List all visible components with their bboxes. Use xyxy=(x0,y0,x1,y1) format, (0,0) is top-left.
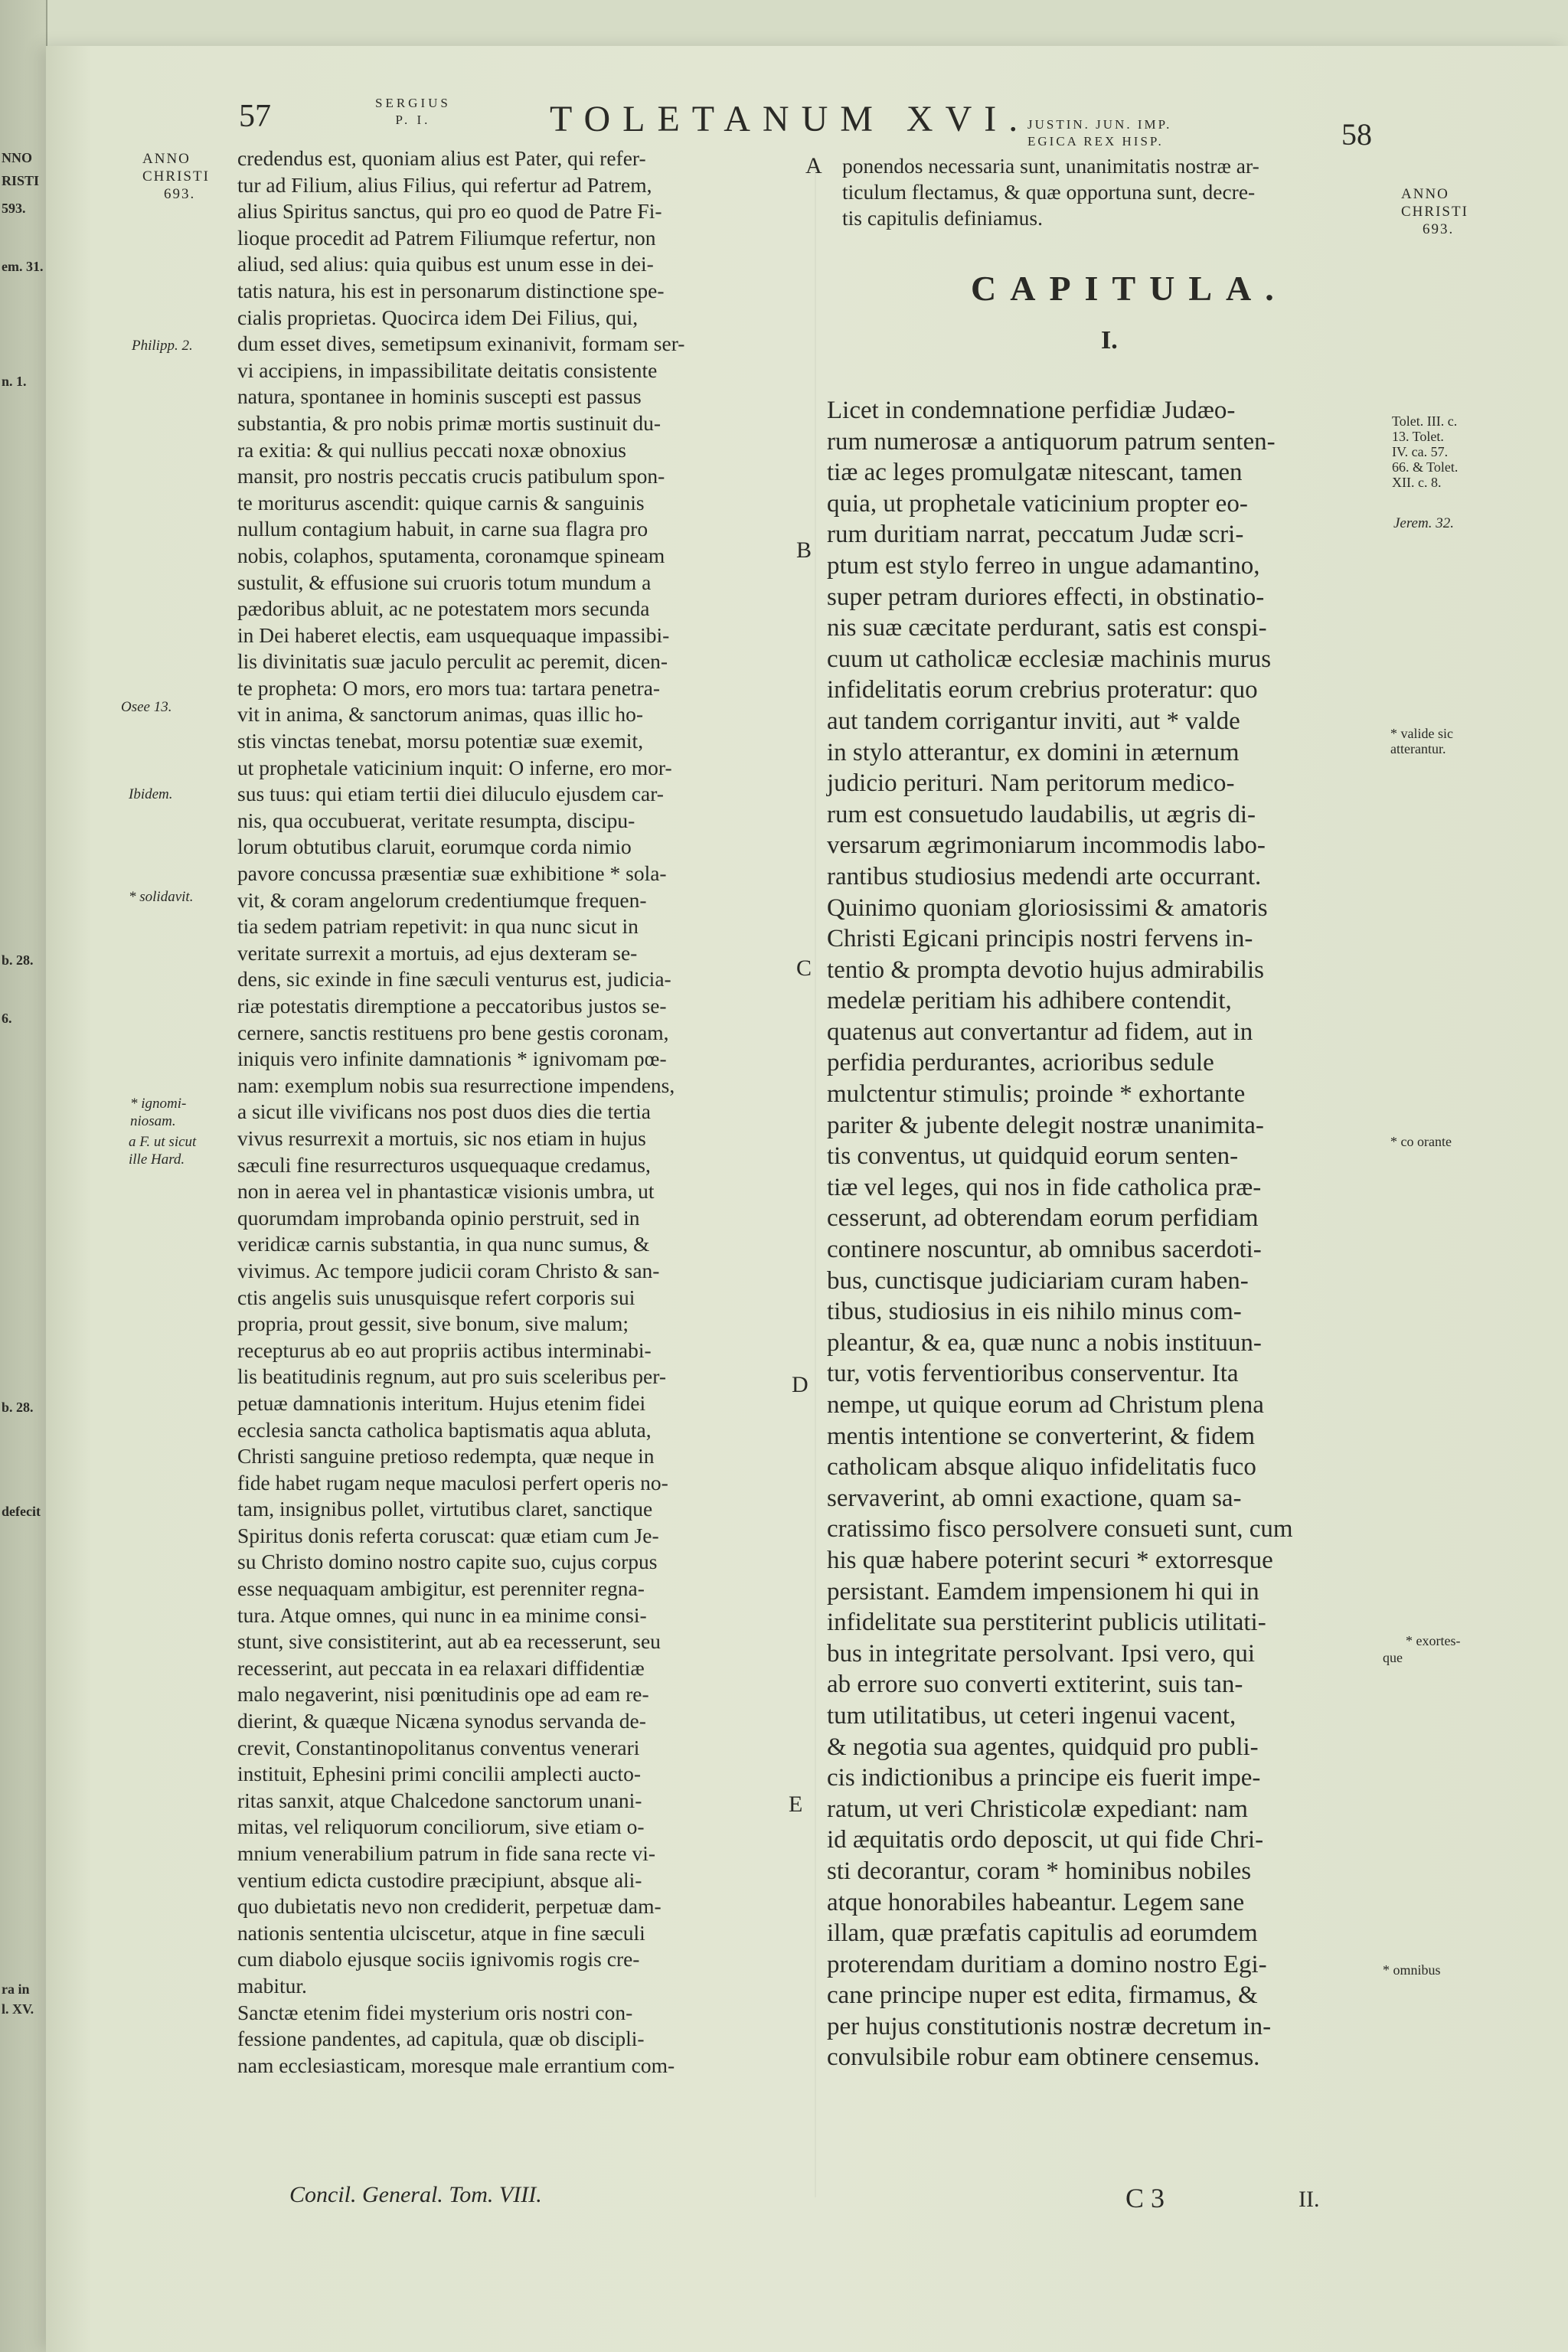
left-column-line: ecclesia sancta catholica baptismatis aqua abluta, xyxy=(237,1417,652,1442)
right-column-line: mentis intentione se converterint, & fidem xyxy=(827,1422,1256,1450)
right-column-line: Quinimo quoniam gloriosissimi & amatoris xyxy=(827,893,1268,922)
header-left-running-head xyxy=(375,95,451,129)
note-line: niosam. xyxy=(130,1113,176,1129)
right-anno-christi xyxy=(1401,185,1468,238)
left-column-line: nationis sententia ulciscetur, atque in fine sæculi xyxy=(237,1920,645,1945)
right-column-line: Licet in condemnatione perfidiæ Judæo- xyxy=(827,397,1236,424)
right-column-line: versarum ægrimoniarum incommodis labo- xyxy=(827,831,1266,860)
left-column-line: riæ potestatis diremptione a peccatoribus justos se- xyxy=(237,994,667,1018)
note-line: 66. & Tolet. xyxy=(1392,459,1459,475)
left-column-line: vi accipiens, in impassibilitate deitatis consistente xyxy=(237,358,658,382)
prev-page-fragment: RISTI xyxy=(2,173,40,188)
right-column-line: id æquitatis ordo deposcit, ut qui fide Chri- xyxy=(827,1826,1264,1854)
left-column-line: lioque procedit ad Patrem Filiumque refertur, non xyxy=(237,225,656,250)
left-column-line: lorum obtutibus claruit, eorumque corda nimio xyxy=(237,835,632,859)
note-line: XII. c. 8. xyxy=(1392,475,1442,490)
page-number-left: 57 xyxy=(239,99,271,134)
left-note-philipp: Philipp. 2. xyxy=(132,338,193,354)
right-column-line: his quæ habere poterint securi * extorresque xyxy=(827,1546,1273,1574)
left-column-line: veritate surrexit a mortuis, ad ejus dexteram se- xyxy=(237,940,638,965)
left-column-line: non in aerea vel in phantasticæ visionis umbra, ut xyxy=(237,1179,655,1204)
right-column-line: nempe, ut quique eorum ad Christum plena xyxy=(827,1391,1264,1419)
section-letter-d: D xyxy=(792,1372,808,1397)
capitula-heading: CAPITULA. xyxy=(971,269,1288,308)
left-column-line: su Christo domino nostro capite suo, cujus corpus xyxy=(237,1550,658,1574)
left-column-line: mansit, pro nostris peccatis crucis patibulum spon- xyxy=(237,464,665,488)
left-column-line: fide habet rugam neque maculosi perfert operis no- xyxy=(237,1470,668,1494)
left-column-line: lis beatitudinis regnum, aut pro suis sceleribus per- xyxy=(237,1364,667,1389)
header-right-line-1: JUSTIN. JUN. IMP. xyxy=(1027,117,1172,132)
left-column-line: pædoribus abluit, ac ne potestatem mors secunda xyxy=(237,596,650,621)
right-column-line: quatenus aut convertantur ad fidem, aut in xyxy=(827,1018,1253,1046)
right-top-line: ticulum flectamus, & quæ opportuna sunt, decre- xyxy=(842,180,1256,204)
left-column-line: petuæ damnationis interitum. Hujus etenim fidei xyxy=(237,1390,646,1415)
right-column-line: persistant. Eamdem impensionem hi qui in xyxy=(827,1577,1259,1606)
right-column-line: tis conventus, ut quidquid eorum senten- xyxy=(827,1142,1239,1171)
right-column-line: aut tandem corrigantur inviti, aut * valde xyxy=(827,707,1240,735)
left-column-line: Sanctæ etenim fidei mysterium oris nostri con- xyxy=(237,2000,633,2024)
note-line: * valide sic xyxy=(1390,726,1453,741)
right-note-exortesque xyxy=(1383,1632,1460,1666)
left-column-line: vit, & coram angelorum credentiumque frequen- xyxy=(237,887,647,912)
right-anno-line: CHRISTI xyxy=(1401,204,1468,220)
right-column-line: cuum ut catholicæ ecclesiæ machinis murus xyxy=(827,645,1272,673)
left-column-line: nis, qua occubuerat, veritate resumpta, discipu- xyxy=(237,808,635,832)
footer-signature-mark: C 3 xyxy=(1125,2183,1165,2213)
right-column-line: tiæ vel leges, qui nos in fide catholica præ- xyxy=(827,1173,1262,1201)
right-column-line: tibus, studiosius in eis nihilo minus com- xyxy=(827,1298,1242,1326)
right-column-line: catholicam absque aliquo infidelitatis fuco xyxy=(827,1453,1256,1481)
left-column-line: vit in anima, & sanctorum animas, quas illic ho- xyxy=(237,702,644,727)
left-note-solidavit: * solidavit. xyxy=(129,889,194,905)
left-column-line: aliud, sed alius: quia quibus est unum esse in dei- xyxy=(237,252,654,276)
left-column-line: cum diabolo ejusque sociis ignivomis rogis cre- xyxy=(237,1947,640,1971)
right-column-line: cis indictionibus a principe eis fuerit impe- xyxy=(827,1764,1261,1792)
left-column-line: ut prophetale vaticinium inquit: O inferne, ero mor- xyxy=(237,755,672,779)
right-column-line: pleantur, & ea, quæ nunc a nobis instituun- xyxy=(827,1328,1262,1357)
left-column-line: dens, sic exinde in fine sæculi venturus est, judicia- xyxy=(237,967,671,991)
left-column-line: ritas sanxit, atque Chalcedone sanctorum unani- xyxy=(237,1788,642,1812)
note-line: IV. ca. 57. xyxy=(1392,444,1449,459)
right-column-line: cratissimo fisco persolvere consueti sunt, cum xyxy=(827,1515,1293,1544)
note-line: atterantur. xyxy=(1390,741,1446,756)
right-column-line: perfidia perdurantes, acrioribus sedule xyxy=(827,1049,1214,1077)
right-column-line: convulsibile robur eam obtinere censemus. xyxy=(827,2043,1260,2072)
right-column-line: tum utilitatibus, ut ceteri ingenui vacent, xyxy=(827,1701,1236,1730)
note-line: a F. ut sicut xyxy=(129,1134,197,1150)
left-text-column xyxy=(237,145,684,2079)
left-column-line: mitas, vel reliquorum conciliorum, sive etiam o- xyxy=(237,1815,645,1839)
left-column-line: mnium venerabilium patrum in fide sana recte vi- xyxy=(237,1841,655,1865)
right-note-toletan-refs xyxy=(1392,413,1458,490)
right-anno-line: ANNO xyxy=(1401,186,1449,202)
left-column-line: sustulit, & effusione sui cruoris totum mundum a xyxy=(237,570,652,594)
left-column-line: stis vinctas tenebat, morsu potentiæ suæ exemit, xyxy=(237,729,644,753)
right-text-column xyxy=(827,395,1293,2073)
left-column-line: recepturus ab eo aut propriis actibus interminabi- xyxy=(237,1338,652,1362)
right-column-line: medelæ peritiam his adhibere contendit, xyxy=(827,987,1232,1015)
prev-page-fragment: 6. xyxy=(2,1011,12,1026)
section-letter-c: C xyxy=(796,956,812,981)
right-column-line: nis suæ cæcitate perdurant, satis est conspi- xyxy=(827,614,1267,642)
page-number-right: 58 xyxy=(1341,117,1372,152)
footer-volume-reference: Concil. General. Tom. VIII. xyxy=(289,2182,542,2207)
left-anno-line: ANNO xyxy=(142,151,191,167)
left-anno-line: 693. xyxy=(164,186,196,202)
left-anno-christi xyxy=(142,150,210,203)
right-column-line: bus, cunctisque judiciariam curam haben- xyxy=(827,1266,1249,1295)
right-column-line: tur, votis ferventioribus conserventur. Ita xyxy=(827,1360,1239,1388)
header-title: TOLETANUM XVI. xyxy=(550,99,1031,139)
left-column-line: tura. Atque omnes, qui nunc in ea minime consi- xyxy=(237,1602,647,1627)
right-column-line: mulctentur stimulis; proinde * exhortante xyxy=(827,1080,1246,1109)
right-column-line: pariter & jubente delegit nostræ unanimita- xyxy=(827,1111,1264,1139)
prev-page-fragment: n. 1. xyxy=(2,374,27,389)
right-column-line: proterendam duritiam a domino nostro Egi- xyxy=(827,1950,1267,1978)
right-column-top-text xyxy=(842,153,1259,231)
right-column-line: ptum est stylo ferreo in ungue adamantino, xyxy=(827,551,1260,580)
chapter-number: I. xyxy=(1101,326,1118,354)
prev-page-fragment: 593. xyxy=(2,201,26,216)
section-letter-a: A xyxy=(805,153,822,178)
left-column-line: vivus resurrexit a mortuis, sic nos etiam in hujus xyxy=(237,1125,646,1150)
left-column-line: te propheta: O mors, ero mors tua: tartara penetra- xyxy=(237,675,661,700)
left-column-line: esse nequaquam ambigitur, est perenniter regna- xyxy=(237,1576,645,1601)
right-column-line: & negotia sua agentes, quidquid pro publi- xyxy=(827,1733,1259,1761)
right-column-line: rum est consuetudo laudabilis, ut ægris di- xyxy=(827,800,1256,828)
left-column-line: cialis proprietas. Quocirca idem Dei Filius, qui, xyxy=(237,305,639,329)
right-top-line: tis capitulis definiamus. xyxy=(842,206,1043,230)
right-note-omnibus: * omnibus xyxy=(1383,1962,1441,1978)
previous-page-edge xyxy=(0,0,47,2352)
prev-page-fragment: ra in xyxy=(2,1981,30,1997)
right-column-line: quia, ut prophetale vaticinium propter eo- xyxy=(827,489,1248,518)
left-column-line: tatis natura, his est in personarum distinctione spe- xyxy=(237,278,665,302)
left-column-line: sus tuus: qui etiam tertii diei diluculo ejusdem car- xyxy=(237,782,664,806)
left-column-line: veridicæ carnis substantia, in qua nunc sumus, & xyxy=(237,1232,650,1256)
right-column-line: bus in integritate persolvant. Ipsi vero, qui xyxy=(827,1639,1256,1668)
left-column-line: nam: exemplum nobis sua resurrectione impendens, xyxy=(237,1073,675,1097)
left-column-line: dum esset dives, semetipsum exinanivit, formam ser- xyxy=(237,332,685,356)
left-column-line: stunt, sive consistiterint, aut ab ea recesserunt, seu xyxy=(237,1629,661,1654)
right-column-line: rum duritiam narrat, peccatum Judæ scri- xyxy=(827,521,1244,549)
prev-page-fragment: em. 31. xyxy=(2,259,44,274)
section-letter-e: E xyxy=(789,1792,803,1817)
prev-page-fragment: defecit xyxy=(2,1504,41,1519)
right-column-line: infidelitate sua perstiterint publicis utilitati- xyxy=(827,1609,1266,1637)
right-note-co-orante: * co orante xyxy=(1390,1134,1452,1149)
right-column-line: Christi Egicani principis nostri fervens in- xyxy=(827,925,1253,953)
prev-page-fragment: b. 28. xyxy=(2,952,34,968)
left-column-line: in Dei haberet electis, eam usquequaque impassibi- xyxy=(237,622,670,647)
right-column-line: sti decorantur, coram * hominibus nobiles xyxy=(827,1857,1252,1885)
right-note-jerem: Jerem. 32. xyxy=(1393,515,1454,531)
left-column-line: a sicut ille vivificans nos post duos dies die tertia xyxy=(237,1099,651,1124)
right-top-line: ponendos necessaria sunt, unanimitatis nostræ ar- xyxy=(842,154,1259,178)
left-column-line: nobis, colaphos, sputamenta, coronamque spineam xyxy=(237,543,665,567)
right-column-line: continere noscuntur, ab omnibus sacerdoti- xyxy=(827,1236,1262,1264)
left-column-line: pavore concussa præsentiæ suæ exhibitione * sola- xyxy=(237,861,667,886)
left-column-line: natura, spontanee in hominis suscepti est passus xyxy=(237,384,642,409)
left-column-line: Spiritus donis referta coruscat: quæ etiam cum Je- xyxy=(237,1523,659,1547)
left-note-osee: Osee 13. xyxy=(121,699,172,715)
prev-page-fragment: l. XV. xyxy=(2,2001,34,2017)
left-column-line: instituit, Ephesini primi concilii amplecti aucto- xyxy=(237,1762,641,1786)
left-column-line: substantia, & pro nobis primæ mortis sustinuit du- xyxy=(237,410,662,435)
right-column-line: atque honorabiles habeantur. Legem sane xyxy=(827,1888,1245,1916)
right-column-line: per hujus constitutionis nostræ decretum in- xyxy=(827,2012,1272,2040)
left-column-line: tur ad Filium, alius Filius, qui refertur ad Patrem, xyxy=(237,172,652,197)
right-column-line: in stylo atterantur, ex domini in æternum xyxy=(827,738,1240,766)
left-column-line: alius Spiritus sanctus, qui pro eo quod de Patre Fi- xyxy=(237,199,662,224)
prev-page-fragment: b. 28. xyxy=(2,1400,34,1415)
left-column-line: credendus est, quoniam alius est Pater, qui refer- xyxy=(237,146,646,170)
note-line: * ignomi- xyxy=(130,1096,187,1112)
left-column-line: mabitur. xyxy=(237,1973,307,1998)
note-line: * exortes- xyxy=(1406,1633,1461,1648)
left-column-line: nullum contagium habuit, in carne sua flagra pro xyxy=(237,517,648,541)
section-letter-b: B xyxy=(796,537,812,563)
left-column-line: quorumdam improbanda opinio perstruit, sed in xyxy=(237,1205,640,1230)
prev-page-fragment: NNO xyxy=(2,150,32,165)
header-left-line-1: SERGIUS xyxy=(375,96,451,110)
right-column-line: rantibus studiosius medendi arte occurrant. xyxy=(827,862,1262,890)
left-column-line: propria, prout gessit, sive bonum, sive malum; xyxy=(237,1312,629,1336)
note-line: 13. Tolet. xyxy=(1392,429,1444,444)
right-column-line: illam, quæ præfatis capitulis ad eorumdem xyxy=(827,1919,1258,1948)
header-left-line-2: P. I. xyxy=(395,113,431,127)
left-column-line: ra exitia: & qui nullius peccati noxæ obnoxius xyxy=(237,437,626,462)
note-line: ille Hard. xyxy=(129,1152,185,1168)
left-column-line: fessione pandentes, ad capitula, quæ ob discipli- xyxy=(237,2027,645,2051)
left-column-line: nam ecclesiasticam, moresque male errantium com- xyxy=(237,2053,675,2077)
right-column-line: super petram duriores effecti, in obstinatio- xyxy=(827,583,1265,611)
right-column-line: judicio perituri. Nam peritorum medico- xyxy=(827,769,1235,798)
left-column-line: sæculi fine resurrecturos usquequaque credamus, xyxy=(237,1152,651,1177)
left-column-line: te moriturus ascendit: quique carnis & sanguinis xyxy=(237,490,645,514)
left-column-line: tia sedem patriam repetivit: in qua nunc sicut in xyxy=(237,914,639,939)
column-gutter xyxy=(815,161,816,2197)
left-column-line: quo dubietatis nevo non crediderit, perpetuæ dam- xyxy=(237,1894,662,1919)
page-header xyxy=(0,0,1568,152)
footer-catchword: II. xyxy=(1298,2187,1320,2212)
right-column-line: rum numerosæ a antiquorum patrum senten- xyxy=(827,427,1276,456)
left-note-ibidem: Ibidem. xyxy=(129,786,173,802)
right-column-line: servaverint, ab omni exactione, quam sa- xyxy=(827,1484,1242,1512)
left-anno-line: CHRISTI xyxy=(142,168,210,185)
header-right-line-2: EGICA REX HISP. xyxy=(1027,134,1164,149)
right-note-valide xyxy=(1390,726,1453,756)
right-column-line: cesserunt, ad obterendam eorum perfidiam xyxy=(827,1204,1259,1233)
right-column-line: cane principe nuper est edita, firmamus, & xyxy=(827,1981,1258,2010)
left-column-line: ctis angelis suis unusquisque refert corporis sui xyxy=(237,1285,635,1309)
left-column-line: tam, insignibus pollet, virtutibus claret, sanctique xyxy=(237,1497,653,1521)
right-column-line: ratum, ut veri Christicolæ expediant: nam xyxy=(827,1795,1248,1823)
note-line: Tolet. III. c. xyxy=(1392,413,1458,429)
left-column-line: malo negaverint, nisi pœnitudinis ope ad eam re- xyxy=(237,1682,649,1707)
left-column-line: lis divinitatis suæ jaculo perculit ac peremit, dicen- xyxy=(237,649,668,674)
left-note-hardouin xyxy=(129,1133,196,1168)
left-note-ignominiosam xyxy=(130,1095,186,1130)
right-anno-line: 693. xyxy=(1423,221,1455,237)
note-line: que xyxy=(1383,1650,1403,1665)
header-right-running-head xyxy=(1027,116,1171,150)
left-column-line: crevit, Constantinopolitanus conventus venerari xyxy=(237,1735,640,1759)
right-column-line: ab errore suo converti extiterint, suis tan- xyxy=(827,1671,1243,1699)
left-column-line: recesserint, aut peccata in ea relaxari diffidentiæ xyxy=(237,1655,645,1680)
right-column-line: tiæ ac leges promulgatæ nitescant, tamen xyxy=(827,459,1243,487)
right-column-line: tentio & prompta devotio hujus admirabilis xyxy=(827,956,1265,984)
left-column-line: iniquis vero infinite damnationis * ignivomam pœ- xyxy=(237,1047,667,1071)
right-column-line: infidelitatis eorum crebrius proteratur: quo xyxy=(827,676,1258,704)
left-column-line: cernere, sanctis restituens pro bene gestis coronam, xyxy=(237,1020,669,1044)
left-column-line: Christi sanguine pretioso redempta, quæ neque in xyxy=(237,1444,655,1468)
left-column-line: vivimus. Ac tempore judicii coram Christo & san- xyxy=(237,1258,660,1282)
left-column-line: dierint, & quæque Nicæna synodus servanda de- xyxy=(237,1709,646,1733)
left-column-line: ventium edicta custodire præcipiunt, absque ali- xyxy=(237,1867,642,1892)
